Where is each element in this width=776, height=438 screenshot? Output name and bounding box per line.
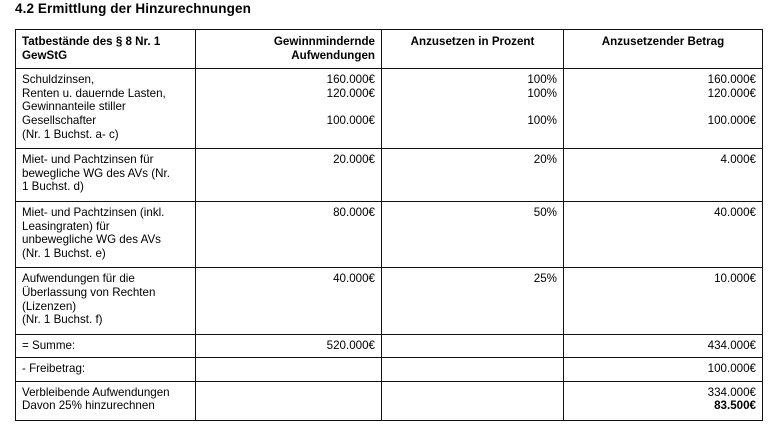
cell-line: 520.000€ [326, 338, 375, 352]
page-title: 4.2 Ermittlung der Hinzurechnungen [15, 1, 251, 16]
cell-line: 100.000€ [326, 113, 375, 127]
cell-tatbestand [16, 201, 196, 267]
cell-betrag-content [564, 335, 762, 358]
cell-tatbestand-content [16, 69, 195, 148]
cell-tatbestand [16, 69, 196, 149]
cell-line: 100.000€ [707, 362, 756, 376]
table-header-row [16, 30, 763, 69]
cell-prozent [382, 149, 564, 202]
cell-prozent-content [382, 202, 563, 227]
cell-line: 25% [533, 272, 557, 286]
cell-aufwendung-content [196, 149, 381, 174]
cell-line: 100% [527, 73, 557, 87]
cell-line: 160.000€ [326, 73, 375, 87]
column-header-aufwendungen [196, 30, 382, 69]
cell-tatbestand [16, 334, 196, 358]
cell-betrag-content [564, 69, 762, 134]
cell-tatbestand-content [16, 335, 195, 358]
table-row [16, 149, 763, 202]
cell-prozent-content [382, 382, 563, 393]
table-body [16, 69, 763, 421]
column-header-prozent [382, 30, 564, 69]
cell-line: - Freibetrag: [22, 362, 86, 376]
cell-line: 120.000€ [707, 86, 756, 100]
cell-line: (Nr. 1 Buchst. e) [22, 246, 106, 260]
cell-line: 40.000€ [333, 272, 375, 286]
cell-aufwendung [196, 358, 382, 382]
cell-line: 334.000€ [707, 385, 756, 399]
cell-aufwendung-content [196, 69, 381, 134]
cell-line: 10.000€ [714, 272, 756, 286]
table-header [16, 30, 763, 69]
cell-aufwendung-content [196, 202, 381, 227]
cell-line: 80.000€ [333, 205, 375, 219]
cell-line: Leasingraten) für [22, 219, 110, 233]
cell-line: bewegliche WG des AVs (Nr. [22, 166, 170, 180]
cell-betrag-content [564, 202, 762, 227]
cell-line: Davon 25% hinzurechnen [22, 399, 155, 413]
table-row [16, 358, 763, 382]
cell-prozent-content [382, 268, 563, 293]
cell-tatbestand [16, 149, 196, 202]
cell-prozent [382, 69, 564, 149]
column-header-betrag-label: Anzusetzender Betrag [601, 35, 725, 48]
cell-prozent [382, 334, 564, 358]
cell-aufwendung [196, 381, 382, 420]
cell-aufwendung-content [196, 335, 381, 358]
cell-tatbestand [16, 358, 196, 382]
cell-line: 100.000€ [707, 113, 756, 127]
cell-aufwendung-content [196, 382, 381, 393]
table-row [16, 69, 763, 149]
table-row [16, 201, 763, 267]
cell-line: Schuldzinsen, [22, 73, 95, 87]
cell-betrag-content [564, 382, 762, 420]
cell-tatbestand-content [16, 268, 195, 333]
cell-tatbestand-content [16, 382, 195, 420]
column-header-betrag [564, 30, 763, 69]
cell-prozent [382, 381, 564, 420]
table-row [16, 334, 763, 358]
cell-line: (Lizenzen) [22, 299, 77, 313]
cell-betrag [564, 201, 763, 267]
cell-tatbestand [16, 268, 196, 334]
cell-aufwendung [196, 334, 382, 358]
cell-line: Verbleibende Aufwendungen [22, 385, 170, 399]
cell-betrag-content [564, 268, 762, 293]
cell-line: (Nr. 1 Buchst. a- c) [22, 127, 119, 141]
cell-aufwendung [196, 268, 382, 334]
cell-betrag [564, 149, 763, 202]
column-header-tatbestaende-label: Tatbestände des § 8 Nr. 1 GewStG [22, 35, 161, 62]
cell-prozent [382, 358, 564, 382]
cell-line: 434.000€ [707, 338, 756, 352]
cell-aufwendung [196, 69, 382, 149]
cell-betrag [564, 69, 763, 149]
cell-prozent-content [382, 358, 563, 367]
cell-line: 83.500€ [714, 399, 756, 413]
cell-betrag-content [564, 149, 762, 174]
cell-line: 40.000€ [714, 205, 756, 219]
cell-aufwendung [196, 149, 382, 202]
cell-aufwendung-content [196, 268, 381, 293]
cell-prozent-content [382, 69, 563, 134]
cell-line: 120.000€ [326, 86, 375, 100]
cell-line: Aufwendungen für die [22, 272, 135, 286]
cell-line: 100% [527, 86, 557, 100]
cell-betrag [564, 358, 763, 382]
cell-prozent [382, 201, 564, 267]
cell-tatbestand-content [16, 202, 195, 267]
column-header-aufwendungen-label: Gewinnmindernde Aufwendungen [273, 35, 375, 62]
cell-betrag-content [564, 358, 762, 381]
cell-betrag [564, 268, 763, 334]
cell-betrag [564, 334, 763, 358]
cell-aufwendung-content [196, 358, 381, 367]
cell-line: 50% [533, 205, 557, 219]
cell-prozent-content [382, 335, 563, 344]
hinzurechnungen-table [15, 29, 763, 421]
cell-line: Gewinnanteile stiller [22, 100, 126, 114]
table-row [16, 381, 763, 420]
cell-line: 160.000€ [707, 73, 756, 87]
cell-betrag [564, 381, 763, 420]
cell-line: 20.000€ [333, 153, 375, 167]
cell-line: Gesellschafter [22, 113, 97, 127]
cell-line: Renten u. dauernde Lasten, [22, 86, 166, 100]
cell-line: (Nr. 1 Buchst. f) [22, 313, 103, 327]
cell-line: Überlassung von Rechten [22, 285, 156, 299]
column-header-tatbestaende [16, 30, 196, 69]
cell-line: 4.000€ [720, 153, 756, 167]
cell-aufwendung [196, 201, 382, 267]
cell-line: unbewegliche WG des AVs [22, 233, 161, 247]
cell-tatbestand-content [16, 149, 195, 201]
cell-prozent [382, 268, 564, 334]
cell-line: Miet- und Pachtzinsen (inkl. [22, 205, 165, 219]
cell-line: 100% [527, 113, 557, 127]
table-row [16, 268, 763, 334]
cell-line: = Summe: [22, 338, 76, 352]
cell-tatbestand [16, 381, 196, 420]
cell-line: 1 Buchst. d) [22, 180, 84, 194]
cell-prozent-content [382, 149, 563, 174]
cell-line: 20% [533, 153, 557, 167]
cell-line: Miet- und Pachtzinsen für [22, 153, 154, 167]
column-header-prozent-label: Anzusetzen in Prozent [410, 35, 535, 48]
cell-tatbestand-content [16, 358, 195, 381]
